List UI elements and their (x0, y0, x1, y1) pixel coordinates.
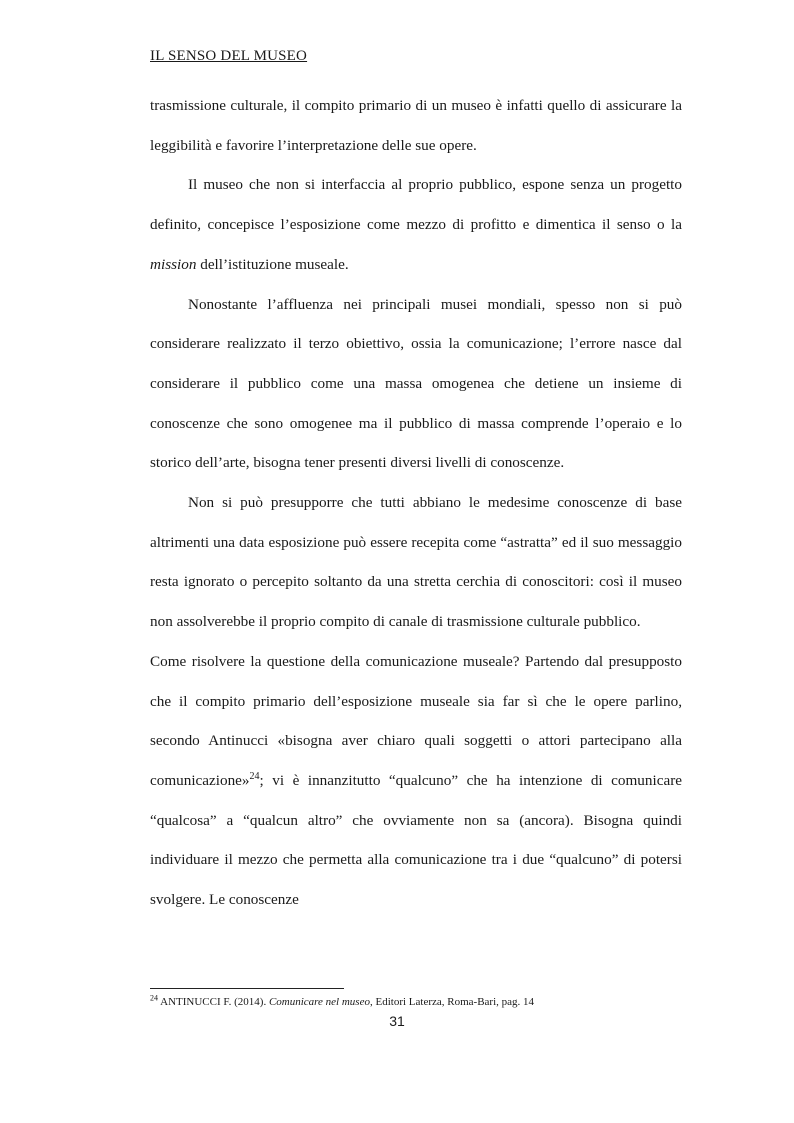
page-number: 31 (389, 1013, 405, 1029)
paragraph-text: Nonostante l’affluenza nei principali musei mondiali, spesso non si può considerare realizzato il terzo obiettivo, ossia la comunicazione; l’errore nasce dal considerare il pubblico come una massa omogenea che detiene un insieme di conoscenze che sono omogenee ma il pubblico di massa comprende l’operaio e lo storico dell’arte, bisogna tener presenti diversi livelli di conoscenze. (150, 295, 682, 472)
running-header: IL SENSO DEL MUSEO (150, 48, 308, 64)
paragraph (150, 165, 682, 284)
paragraph-text: Come risolvere la questione della comunicazione museale? Partendo dal presupposto che il compito primario dell’esposizione museale sia far sì che le opere parlino, secondo Antinucci «bisogna aver chiaro quali soggetti o attori partecipano alla comunicazione» (150, 652, 682, 789)
italic-term: mission (150, 255, 197, 273)
footnote-reference: 24 (249, 770, 260, 782)
footnote-number: 24 (150, 993, 158, 1003)
paragraph-text: ; vi è innanzitutto “qualcuno” che ha intenzione di comunicare “qualcosa” a “qualcun altro” che ovviamente non sa (ancora). Bisogna quindi individuare il mezzo che permetta alla comunicazione tra i due “qualcuno” di potersi svolgere. Le conoscenze (150, 771, 682, 909)
paragraph-text: Non si può presupporre che tutti abbiano le medesime conoscenze di base altrimenti una data esposizione può essere recepita come “astratta” ed il suo messaggio resta ignorato o percepito soltanto da una stretta cerchia di conoscitori: così il museo non assolverebbe il proprio compito di canale di trasmissione culturale pubblico. (150, 494, 682, 631)
paragraph-text: trasmissione culturale, il compito primario di un museo è infatti quello di assicurare la leggibilità e favorire l’interpretazione delle sue opere. (150, 97, 682, 154)
paragraph-text: dell’istituzione museale. (196, 255, 349, 273)
paragraph-text: Il museo che non si interfaccia al proprio pubblico, espone senza un progetto definito, concepisce l’esposizione come mezzo di profitto e dimentica il senso o la (150, 176, 682, 234)
footnote-publisher: , Editori Laterza, Roma-Bari, pag. 14 (369, 996, 535, 1008)
paragraph (150, 642, 682, 920)
paragraph (150, 483, 682, 642)
body-text (150, 86, 682, 920)
footnote-title: Comunicare nel museo (268, 996, 370, 1008)
footnote-author: ANTINUCCI F. (2014). (158, 996, 269, 1008)
footnote (150, 993, 535, 1008)
paragraph (150, 86, 682, 165)
footnote-separator (150, 988, 344, 989)
paragraph (150, 285, 682, 484)
